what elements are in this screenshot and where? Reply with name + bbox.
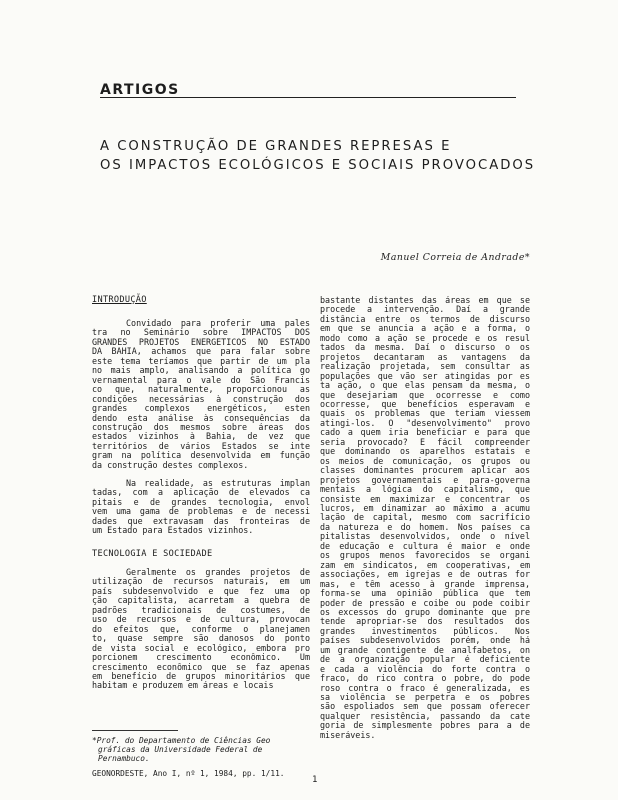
text-line: sa violência se perpetra e os pobres bbox=[320, 693, 530, 703]
text-line: padrões tradicionais de costumes, de bbox=[92, 605, 310, 615]
right-column-text bbox=[320, 296, 530, 740]
text-line: seria provocado? É fácil compreender bbox=[320, 437, 530, 447]
text-line: projetos governamentais e para-governa bbox=[320, 475, 530, 485]
text-line: são espoliados sem que possam oferecer bbox=[320, 702, 530, 712]
text-line: habitam e produzem em áreas e locais bbox=[92, 681, 274, 691]
text-line: zam em sindicatos, em cooperativas, em bbox=[320, 560, 530, 570]
footnote-line: Pernambuco. bbox=[98, 754, 150, 763]
text-line: países subdesenvolvidos porém, onde há bbox=[320, 636, 530, 646]
text-line: qualquer resistência, passando da cate bbox=[320, 711, 530, 721]
text-line: porcionem crescimento econômico. Um bbox=[92, 653, 310, 663]
heading-introducao: INTRODUÇÃO bbox=[92, 295, 147, 305]
author-name: Manuel Correia de Andrade* bbox=[380, 252, 530, 263]
text-line: GRANDES PROJETOS ENERGÉTICOS NO ESTADO bbox=[92, 337, 310, 347]
text-line: ocorresse, que benefícios esperavam e bbox=[320, 399, 530, 409]
text-line: este tema teríamos que partir de um pla bbox=[92, 356, 310, 366]
text-line: da natureza e do homem. Nos países ca bbox=[320, 522, 530, 532]
text-line: quais os problemas que teriam viessem bbox=[320, 409, 530, 419]
text-line: procede a intervenção. Daí a grande bbox=[320, 305, 530, 315]
page-number: 1 bbox=[312, 775, 318, 785]
text-line: miseráveis. bbox=[320, 730, 376, 740]
journal-citation: GEONORDESTE, Ano I, nº 1, 1984, pp. 1/11. bbox=[92, 769, 285, 778]
text-line: os excessos do grupo dominante que pre bbox=[320, 607, 530, 617]
text-line: que desejariam que ocorresse e como bbox=[320, 390, 530, 400]
paragraph-introducao-1 bbox=[92, 319, 310, 470]
text-line: lucros, em dinamizar ao máximo a acumu bbox=[320, 503, 530, 513]
text-line: pitalistas desenvolvidos, onde o nível bbox=[320, 532, 530, 542]
text-line: vernamental para o vale do São Francis bbox=[92, 375, 310, 385]
text-line: Geralmente os grandes projetos de bbox=[126, 568, 310, 577]
text-line: uso de recursos e de cultura, provocan bbox=[92, 615, 310, 625]
text-line: tra no Seminário sobre IMPACTOS DOS bbox=[92, 328, 310, 338]
text-line: territórios de vários Estados se inte bbox=[92, 441, 310, 451]
text-line: um Estado para Estados vizinhos. bbox=[92, 526, 254, 536]
text-line: associações, em igrejas e de outras for bbox=[320, 570, 530, 580]
text-line: no mais amplo, analisando a política go bbox=[92, 366, 310, 376]
text-line: lação de capital, mesmo com sacrifício bbox=[320, 513, 530, 523]
text-line: mas, e têm acesso à grande imprensa, bbox=[320, 579, 530, 589]
text-line: mentais a lógica do capitalismo, que bbox=[320, 485, 530, 495]
text-line: bastante distantes das áreas em que se bbox=[320, 296, 530, 305]
text-line: to, quase sempre são danosos do ponto bbox=[92, 634, 310, 644]
text-line: consiste em maximizar e concentrar os bbox=[320, 494, 530, 504]
footnote-line: gráficas da Universidade Federal de bbox=[98, 745, 263, 754]
text-line: condições necessárias à construção dos bbox=[92, 394, 310, 404]
text-line: país subdesenvolvido e que fez uma op bbox=[92, 586, 310, 596]
footnote-rule bbox=[92, 730, 178, 731]
text-line: fraco, do rico contra o pobre, do pode bbox=[320, 674, 530, 684]
article-title-line-2: OS IMPACTOS ECOLÓGICOS E SOCIAIS PROVOCADOS bbox=[100, 158, 536, 173]
text-line: tados da mesma. Daí o discurso o os bbox=[320, 343, 530, 353]
text-line: de a organização popular é deficiente bbox=[320, 655, 530, 665]
text-line: distância entre os termos de discurso bbox=[320, 314, 530, 324]
text-line: os meios de comunicação, os grupos ou bbox=[320, 456, 530, 466]
text-line: co que, naturalmente, proporcionou as bbox=[92, 385, 310, 395]
text-line: ta ação, o que elas pensam da mesma, o bbox=[320, 381, 530, 391]
text-line: ção capitalista, acarretam a quebra de bbox=[92, 596, 310, 606]
text-line: cado a quem iria beneficiar e para que bbox=[320, 428, 530, 438]
footnote-line: *Prof. do Departamento de Ciências Geo bbox=[92, 736, 271, 745]
text-line: roso contra o fraco é generalizada, es bbox=[320, 683, 530, 693]
text-line: modo como a ação se procede e os resul bbox=[320, 333, 530, 343]
text-line: pitais e de grandes tecnologia, envol bbox=[92, 497, 310, 507]
text-line: Convidado para proferir uma pales bbox=[126, 319, 310, 328]
text-line: dendo esta análise às consequências da bbox=[92, 413, 310, 423]
text-line: tadas, com a aplicação de elevados ca bbox=[92, 488, 310, 498]
text-line: estados vizinhos à Bahia, de vez que bbox=[92, 432, 310, 442]
section-label: ARTIGOS bbox=[100, 82, 180, 98]
text-line: goria de simplesmente pobres para a de bbox=[320, 721, 530, 731]
text-line: um grande contigente de analfabetos, on bbox=[320, 645, 530, 655]
text-line: atingi-los. O "desenvolvimento" provo bbox=[320, 418, 530, 428]
text-line: e cada a violência do forte contra o bbox=[320, 664, 530, 674]
text-line: dades que extravasam das fronteiras de bbox=[92, 516, 310, 526]
text-line: construção dos mesmos sobre áreas dos bbox=[92, 422, 310, 432]
section-rule bbox=[100, 97, 516, 98]
text-line: de educação e cultura é maior e onde bbox=[320, 541, 530, 551]
text-line: grandes investimentos públicos. Nos bbox=[320, 626, 530, 636]
text-line: em que se anuncia a ação e a forma, o bbox=[320, 324, 530, 334]
text-line: DA BAHIA, achamos que para falar sobre bbox=[92, 347, 310, 357]
text-line: que dominando os aparelhos estatais e bbox=[320, 447, 530, 457]
text-line: populações que vão ser atingidas por es bbox=[320, 371, 530, 381]
text-line: da construção destes complexos. bbox=[92, 460, 249, 470]
text-line: do efeitos que, conforme o planejamen bbox=[92, 624, 310, 634]
text-line: em benefício de grupos minoritários que bbox=[92, 671, 310, 681]
text-line: vem uma gama de problemas e de necessi bbox=[92, 507, 310, 517]
text-line: poder de pressão e coibe ou pode coibir bbox=[320, 598, 530, 608]
text-line: de vista social e ecológico, embora pro bbox=[92, 643, 310, 653]
text-line: grandes complexos energéticos, esten bbox=[92, 404, 310, 414]
text-line: projetos decantaram as vantagens da bbox=[320, 352, 530, 362]
text-line: gram na política desenvolvida em função bbox=[92, 451, 310, 461]
footnote bbox=[92, 736, 310, 763]
paragraph-introducao-2 bbox=[92, 479, 310, 536]
text-line: os grupos menos favorecidos se organi bbox=[320, 551, 530, 561]
text-line: realização projetada, sem consultar as bbox=[320, 362, 530, 372]
text-line: tende apropriar-se dos resultados dos bbox=[320, 617, 530, 627]
paragraph-tecnologia bbox=[92, 568, 310, 691]
text-line: forma-se uma opinião pública que tem bbox=[320, 589, 530, 599]
text-line: utilização de recursos naturais, em um bbox=[92, 577, 310, 587]
heading-tecnologia-sociedade: TECNOLOGIA E SOCIEDADE bbox=[92, 549, 213, 559]
text-line: Na realidade, as estruturas implan bbox=[126, 479, 310, 488]
article-title-line-1: A CONSTRUÇÃO DE GRANDES REPRESAS E bbox=[100, 139, 452, 154]
text-line: crescimento econômico que se faz apenas bbox=[92, 662, 310, 672]
text-line: classes dominantes procurem aplicar aos bbox=[320, 466, 530, 476]
